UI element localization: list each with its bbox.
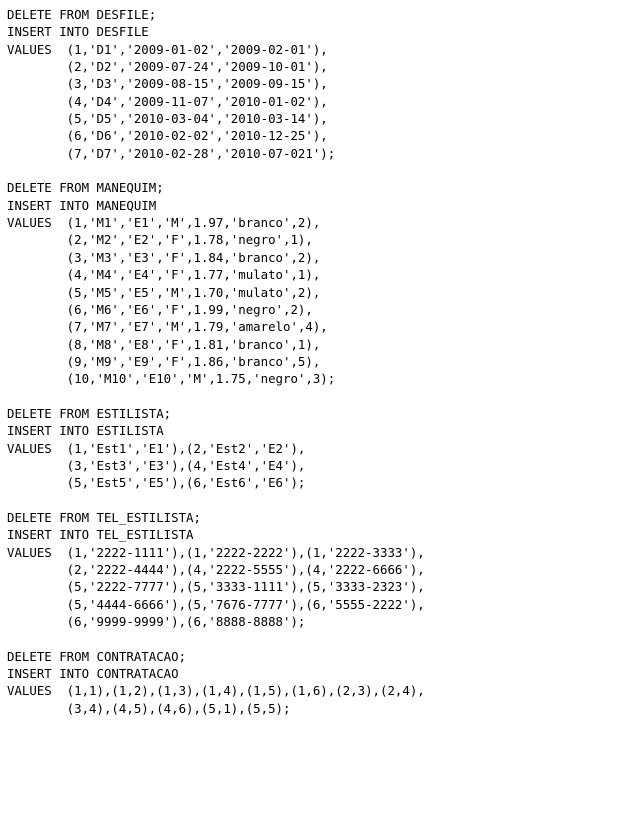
code-line: (2,'M2','E2','F',1.78,'negro',1), [7,232,313,248]
code-line: (3,4),(4,5),(4,6),(5,1),(5,5); [7,700,291,716]
code-line: (5,'Est5','E5'),(6,'Est6','E6'); [7,475,306,491]
code-line: DELETE FROM DESFILE; [7,7,157,22]
code-line: INSERT INTO ESTILISTA [7,423,164,439]
code-line: (6,'D6','2010-02-02','2010-12-25'), [7,128,328,144]
code-line-blank [7,630,644,647]
code-line: VALUES (1,1),(1,2),(1,3),(1,4),(1,5),(1,6),(2,3),(2,4), [7,683,425,699]
code-line: (7,'M7','E7','M',1.79,'amarelo',4), [7,319,328,335]
code-line: VALUES (1,'2222-1111'),(1,'2222-2222'),(1,'2222-3333'), [7,544,425,560]
code-line: VALUES (1,'Est1','E1'),(2,'Est2','E2'), [7,440,306,456]
code-line: (4,'M4','E4','F',1.77,'mulato',1), [7,267,321,283]
code-line: (2,'2222-4444'),(4,'2222-5555'),(4,'2222-6666'), [7,562,425,577]
code-line: (9,'M9','E9','F',1.86,'branco',5), [7,353,321,369]
code-line: INSERT INTO MANEQUIM [7,197,157,213]
code-line: VALUES (1,'D1','2009-01-02','2009-02-01'), [7,41,328,57]
code-line: INSERT INTO TEL_ESTILISTA [7,527,194,543]
code-line-blank [7,388,644,405]
code-line: (8,'M8','E8','F',1.81,'branco',1), [7,336,321,352]
code-line-blank [7,492,644,509]
code-line: VALUES (1,'M1','E1','M',1.97,'branco',2), [7,215,321,231]
code-line: (3,'M3','E3','F',1.84,'branco',2), [7,249,321,265]
code-line: INSERT INTO DESFILE [7,24,149,40]
code-line: INSERT INTO CONTRATACAO [7,666,179,682]
code-line: DELETE FROM ESTILISTA; [7,405,172,421]
code-line: (5,'2222-7777'),(5,'3333-1111'),(5,'3333-2323'), [7,579,425,595]
code-line: (7,'D7','2010-02-28','2010-07-021'); [7,145,336,161]
code-line-blank [7,162,644,179]
code-line: (5,'4444-6666'),(5,'7676-7777'),(6,'5555-2222'), [7,596,425,612]
code-line: (3,'D3','2009-08-15','2009-09-15'), [7,76,328,92]
code-line: (3,'Est3','E3'),(4,'Est4','E4'), [7,457,306,473]
code-line: (2,'D2','2009-07-24','2009-10-01'), [7,59,328,75]
code-line: (10,'M10','E10','M',1.75,'negro',3); [7,371,336,387]
code-line: (5,'M5','E5','M',1.70,'mulato',2), [7,284,321,300]
code-line: (4,'D4','2009-11-07','2010-01-02'), [7,93,328,109]
code-line: DELETE FROM MANEQUIM; [7,180,164,196]
code-line: (6,'M6','E6','F',1.99,'negro',2), [7,301,313,317]
code-line: DELETE FROM TEL_ESTILISTA; [7,509,201,525]
code-line: DELETE FROM CONTRATACAO; [7,648,187,664]
code-line: (5,'D5','2010-03-04','2010-03-14'), [7,111,328,127]
code-line: (6,'9999-9999'),(6,'8888-8888'); [7,614,306,630]
